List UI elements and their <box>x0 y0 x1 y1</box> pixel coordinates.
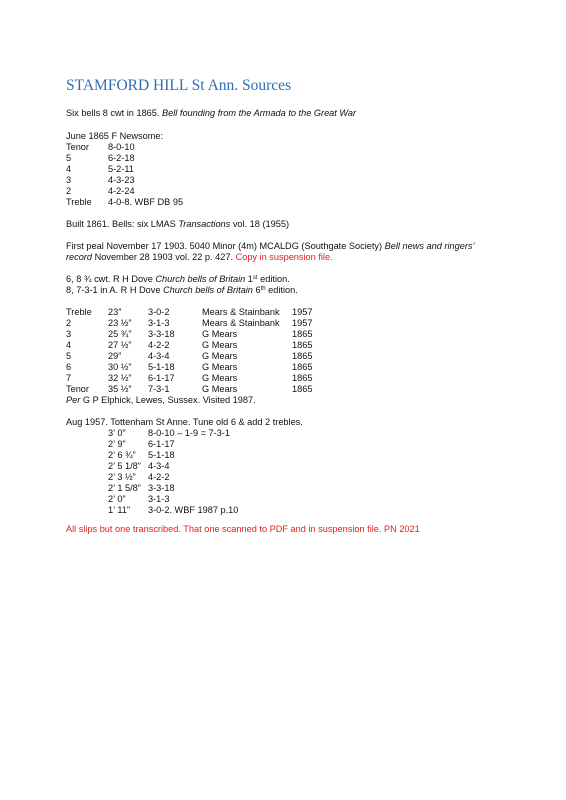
built-text: Built 1861. Bells: six LMAS <box>66 219 179 229</box>
dove-book: Church bells of Britain <box>163 285 253 295</box>
dove-text: 8, 7-3-1 in A. R H Dove <box>66 285 164 295</box>
cell-diam: 29” <box>108 351 122 361</box>
bell-weight: 5-1-18 <box>148 450 175 460</box>
cell-weight: 4-3-4 <box>148 351 170 361</box>
built-line <box>66 219 289 230</box>
cell-weight: 4-2-2 <box>148 340 170 350</box>
bell-diameter: 2’ 0” <box>108 494 126 504</box>
cell-bell: 3 <box>66 329 72 339</box>
cell-year: 1865 <box>292 351 313 361</box>
dove-edition-sup: th <box>260 286 266 292</box>
cell-bell: Tenor <box>66 384 89 394</box>
bell-diameter: 2’ 1 5/8” <box>108 483 141 493</box>
cell-founder: Mears & Stainbank <box>202 318 280 328</box>
bell-name: 4 <box>66 164 72 174</box>
bell-weight: 8-0-10 <box>108 142 135 152</box>
cell-diam: 35 ½” <box>108 384 132 394</box>
cell-founder: G Mears <box>202 373 238 383</box>
bell-name: Tenor <box>66 142 89 152</box>
page-title: STAMFORD HILL St Ann. Sources <box>66 77 292 94</box>
bell-diameter: 2’ 3 ½” <box>108 472 136 482</box>
cell-diam: 30 ½” <box>108 362 132 372</box>
bell-name: 2 <box>66 186 72 196</box>
cell-weight: 3-0-2 <box>148 307 170 317</box>
cell-founder: G Mears <box>202 340 238 350</box>
cell-bell: 7 <box>66 373 72 383</box>
cell-weight: 5-1-18 <box>148 362 175 372</box>
dove-edition-word: edition. <box>265 285 298 295</box>
peal-text: First peal November 17 1903. 5040 Minor (4m) MCALDG (Southgate Society) <box>66 241 385 251</box>
dove-edition: 6 <box>252 285 261 295</box>
bell-diameter: 3’ 0” <box>108 428 126 438</box>
cell-year: 1865 <box>292 340 313 350</box>
per-line <box>66 395 256 406</box>
cell-weight: 3-1-3 <box>148 318 170 328</box>
dove-text: 6, 8 ¾ cwt. R H Dove <box>66 274 156 284</box>
bell-name: 5 <box>66 153 72 163</box>
cell-diam: 32 ½” <box>108 373 132 383</box>
cell-weight: 3-3-18 <box>148 329 175 339</box>
bell-weight: 6-2-18 <box>108 153 135 163</box>
cell-bell: 6 <box>66 362 72 372</box>
dove-edition: 1 <box>245 274 253 284</box>
cell-diam: 23 ½” <box>108 318 132 328</box>
bell-weight: 4-2-2 <box>148 472 170 482</box>
cell-diam: 23” <box>108 307 122 317</box>
cell-founder: G Mears <box>202 384 238 394</box>
cell-year: 1957 <box>292 318 313 328</box>
cell-bell: Treble <box>66 307 92 317</box>
cell-founder: G Mears <box>202 362 238 372</box>
bell-diameter: 1’ 11” <box>108 505 130 515</box>
cell-year: 1865 <box>292 373 313 383</box>
bell-name: Treble <box>66 197 92 207</box>
bell-diameter: 2’ 9” <box>108 439 126 449</box>
bell-name: 3 <box>66 175 72 185</box>
built-suffix: vol. 18 (1955) <box>230 219 289 229</box>
dove-line-2 <box>66 285 298 296</box>
per-text: G P Elphick, Lewes, Sussex. Visited 1987. <box>80 395 256 405</box>
cell-bell: 4 <box>66 340 72 350</box>
newsome-heading: June 1865 F Newsome: <box>66 131 164 141</box>
cell-founder: G Mears <box>202 351 238 361</box>
peal-line-2 <box>66 252 333 263</box>
bell-weight: 3-1-3 <box>148 494 170 504</box>
bell-diameter: 2’ 6 ¾” <box>108 450 136 460</box>
cell-bell: 5 <box>66 351 72 361</box>
peal-ref: November 28 1903 vol. 22 p. 427. <box>92 252 236 262</box>
bell-weight: 3-0-2. WBF 1987 p.10 <box>148 505 239 515</box>
built-italic: Transactions <box>178 219 231 229</box>
peal-copy-note: Copy in suspension file. <box>235 252 333 262</box>
bell-weight: 4-2-24 <box>108 186 135 196</box>
cell-year: 1865 <box>292 329 313 339</box>
bell-weight: 4-3-4 <box>148 461 170 471</box>
peal-journal: Bell news and ringers’ <box>384 241 475 251</box>
intro-line <box>66 108 356 119</box>
cell-year: 1865 <box>292 384 313 394</box>
bell-weight: 3-3-18 <box>148 483 175 493</box>
peal-line-1 <box>66 241 475 252</box>
cell-weight: 7-3-1 <box>148 384 170 394</box>
cell-year: 1865 <box>292 362 313 372</box>
per-word: Per <box>66 395 81 405</box>
tottenham-heading: Aug 1957. Tottenham St Anne. Tune old 6 & add 2 trebles. <box>66 417 303 427</box>
cell-founder: G Mears <box>202 329 238 339</box>
dove-edition-word: edition. <box>257 274 290 284</box>
bell-diameter: 2’ 5 1/8” <box>108 461 141 471</box>
bell-weight: 4-0-8. WBF DB 95 <box>108 197 184 207</box>
cell-founder: Mears & Stainbank <box>202 307 280 317</box>
cell-diam: 27 ½” <box>108 340 132 350</box>
bell-weight: 5-2-11 <box>108 164 134 174</box>
dove-book: Church bells of Britain <box>155 274 246 284</box>
cell-year: 1957 <box>292 307 313 317</box>
bell-weight: 4-3-23 <box>108 175 135 185</box>
cell-bell: 2 <box>66 318 72 328</box>
dove-line-1 <box>66 274 290 285</box>
dove-edition-sup: st <box>252 275 258 281</box>
cell-diam: 25 ¾” <box>108 329 132 339</box>
intro-book-title: Bell founding from the Armada to the Great War <box>162 108 357 118</box>
peal-journal-cont: record <box>66 252 93 262</box>
bell-weight: 8-0-10 – 1-9 = 7-3-1 <box>148 428 230 438</box>
bell-weight: 6-1-17 <box>148 439 175 449</box>
intro-text: Six bells 8 cwt in 1865. <box>66 108 163 118</box>
transcription-note: All slips but one transcribed. That one scanned to PDF and in suspension file. PN 2021 <box>66 524 420 534</box>
cell-weight: 6-1-17 <box>148 373 175 383</box>
